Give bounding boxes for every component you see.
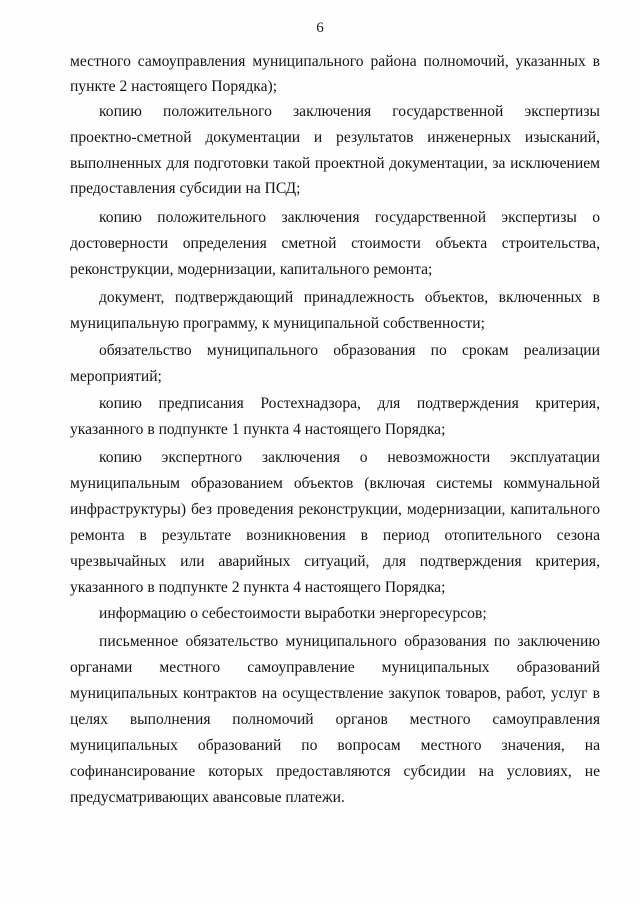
text-line: инфраструктуры) без проведения реконструкции, модернизации, капитального bbox=[70, 501, 600, 518]
text-line: пункте 2 настоящего Порядка); bbox=[70, 78, 278, 95]
text-line: письменное обязательство муниципального образования по заключению bbox=[99, 633, 600, 650]
page-number: 6 bbox=[316, 20, 324, 36]
text-line: муниципальную программу, к муниципальной собственности; bbox=[70, 315, 485, 332]
text-line: предусматривающих авансовые платежи. bbox=[70, 789, 345, 806]
text-line: копию экспертного заключения о невозможности эксплуатации bbox=[99, 449, 600, 466]
text-line: указанного в подпункте 1 пункта 4 настоящего Порядка; bbox=[70, 421, 446, 438]
text-line: копию положительного заключения государственной экспертизы bbox=[99, 103, 600, 120]
text-line: чрезвычайных или аварийных ситуаций, для подтверждения критерия, bbox=[70, 553, 600, 570]
text-line: информацию о себестоимости выработки энергоресурсов; bbox=[99, 605, 487, 622]
text-line: муниципальных контрактов на осуществление закупок товаров, работ, услуг в bbox=[70, 685, 600, 702]
text-line: обязательство муниципального образования по срокам реализации bbox=[99, 342, 600, 359]
text-line: муниципальным образованием объектов (включая системы коммунальной bbox=[70, 475, 600, 492]
text-line: документ, подтверждающий принадлежность объектов, включенных в bbox=[99, 289, 600, 306]
text-line: софинансирование которых предоставляются субсидии на условиях, не bbox=[70, 763, 600, 780]
text-line: выполненных для подготовки такой проектной документации, за исключением bbox=[70, 155, 600, 172]
text-line: указанного в подпункте 2 пункта 4 настоящего Порядка; bbox=[70, 579, 446, 596]
text-line: реконструкции, модернизации, капитального ремонта; bbox=[70, 261, 433, 278]
text-line: проектно-сметной документации и результатов инженерных изысканий, bbox=[70, 129, 600, 146]
text-line: мероприятий; bbox=[70, 368, 162, 385]
text-line: местного самоуправления муниципального района полномочий, указанных в bbox=[70, 53, 600, 70]
text-line: целях выполнения полномочий органов местного самоуправления bbox=[70, 711, 600, 728]
text-line: предоставления субсидии на ПСД; bbox=[70, 180, 301, 197]
text-line: муниципальных образований по вопросам местного значения, на bbox=[70, 737, 600, 754]
text-line: ремонта в результате возникновения в период отопительного сезона bbox=[70, 527, 600, 544]
text-line: копию предписания Ростехнадзора, для подтверждения критерия, bbox=[99, 395, 600, 412]
text-line: копию положительного заключения государственной экспертизы о bbox=[99, 209, 600, 226]
text-line: достоверности определения сметной стоимости объекта строительства, bbox=[70, 235, 600, 252]
text-line: органами местного самоуправление муниципальных образований bbox=[70, 659, 600, 676]
